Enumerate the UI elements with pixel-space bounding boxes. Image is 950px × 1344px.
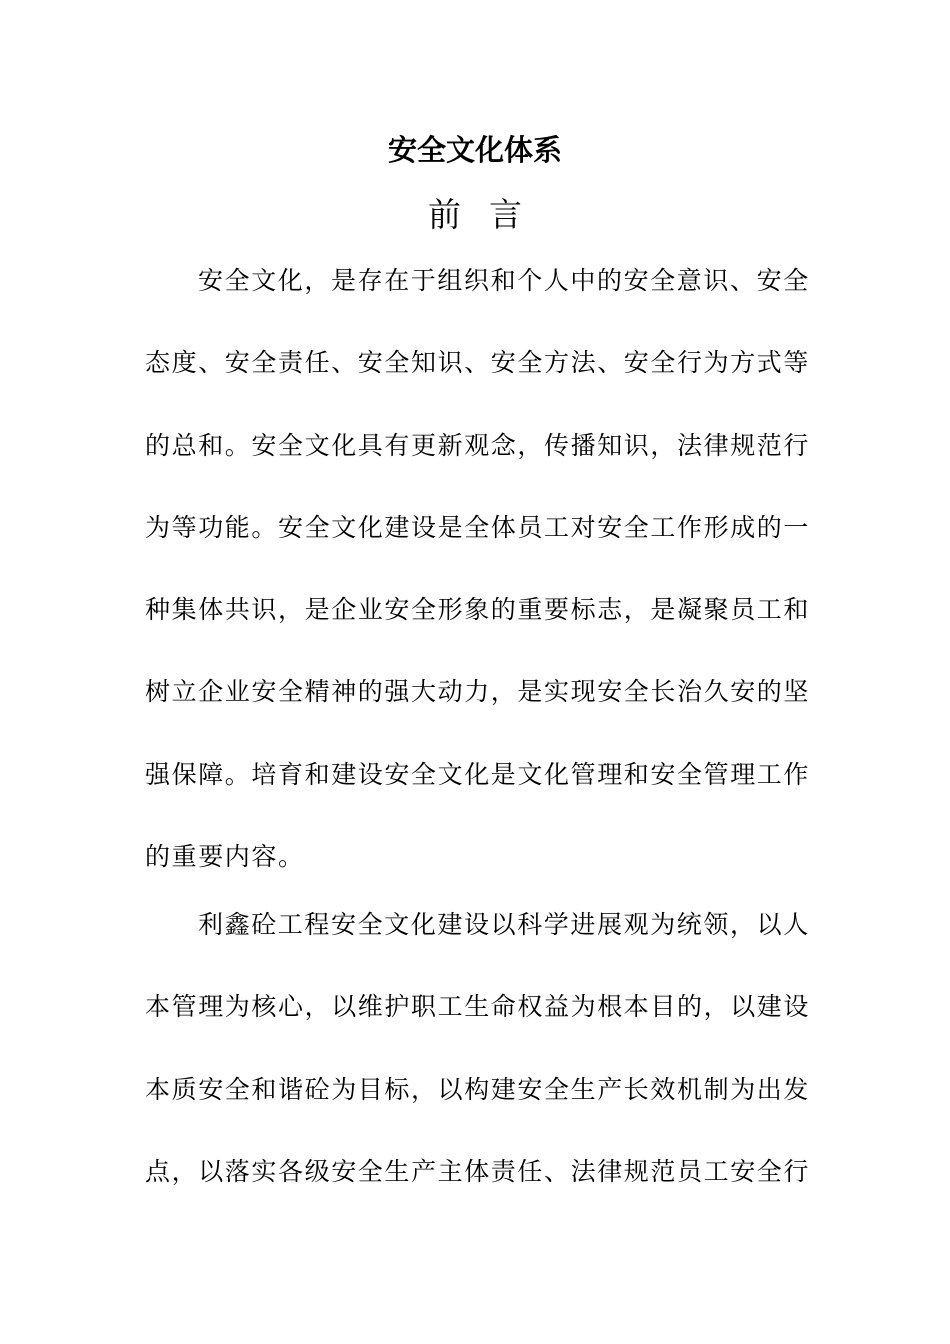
paragraph-line: 本质安全和谐砼为目标，以构建安全生产长效机制为出发 (145, 1074, 811, 1104)
paragraph-1 (145, 240, 810, 898)
paragraph-line: 点，以落实各级安全生产主体责任、法律规范员工安全行 (145, 1156, 811, 1186)
paragraph-line: 强保障。培育和建设安全文化是文化管理和安全管理工作 (145, 759, 811, 789)
section-heading: 前言 (428, 195, 550, 234)
paragraph-line: 种集体共识，是企业安全形象的重要标志，是凝聚员工和 (145, 595, 811, 625)
paragraph-2 (145, 884, 810, 1213)
paragraph-line: 本管理为核心，以维护职工生命权益为根本目的，以建设 (145, 992, 811, 1022)
paragraph-line: 树立企业安全精神的强大动力，是实现安全长治久安的坚 (145, 677, 811, 707)
paragraph-line: 安全文化，是存在于组织和个人中的安全意识、安全 (198, 266, 810, 295)
paragraph-line: 的总和。安全文化具有更新观念，传播知识，法律规范行 (145, 430, 811, 460)
document-title: 安全文化体系 (387, 133, 562, 167)
paragraph-line: 利鑫砼工程安全文化建设以科学进展观为统领，以人 (198, 910, 810, 939)
paragraph-line: 为等功能。安全文化建设是全体员工对安全工作形成的一 (145, 512, 811, 542)
paragraph-line: 的重要内容。 (145, 842, 305, 872)
paragraph-line: 态度、安全责任、安全知识、安全方法、安全行为方式等 (145, 348, 811, 378)
